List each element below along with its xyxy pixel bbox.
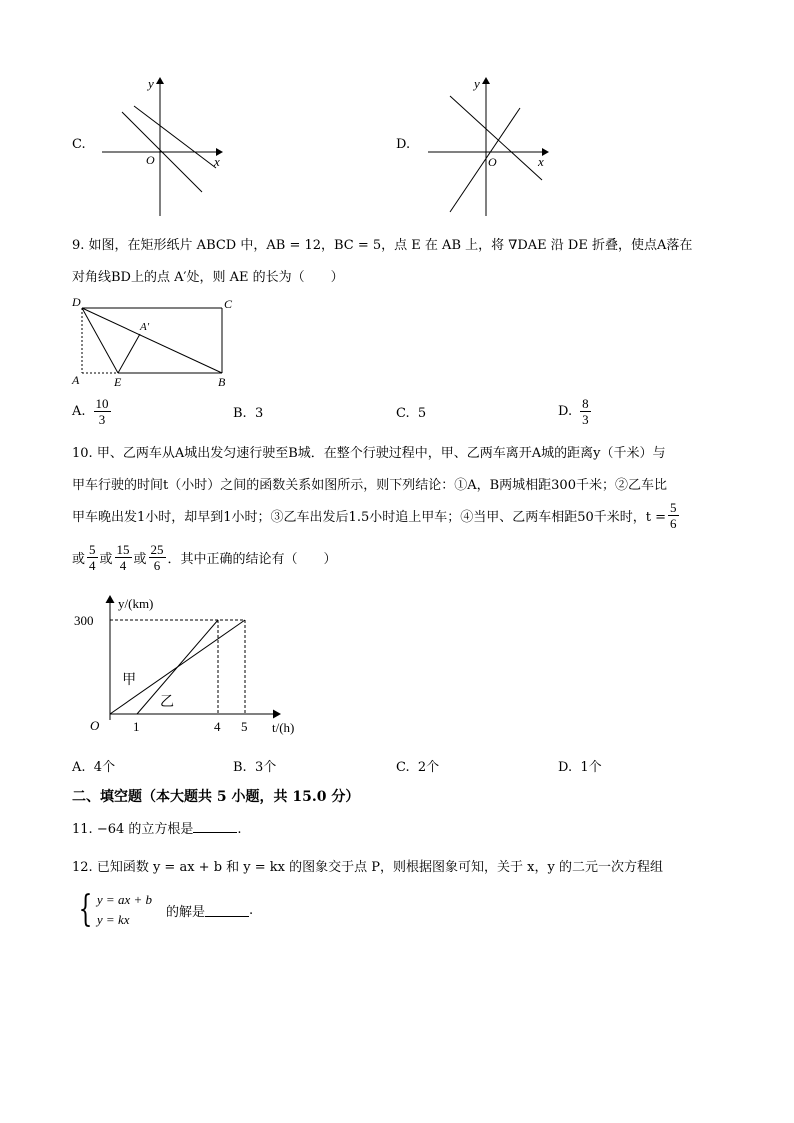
label-e: E	[114, 375, 122, 389]
q9-text-line1: 如图，在矩形纸片 ABCD 中，AB = 12，BC = 5，点 E 在 AB 上，将 ∇DAE 沿 DE 折叠，使点A落在	[88, 238, 693, 253]
label-a-prime: A′	[140, 321, 150, 333]
option-label: A.	[72, 404, 86, 419]
x-axis-label: t/(h)	[272, 720, 295, 735]
q11-text: −64 的立方根是	[96, 822, 194, 837]
q10-option-a	[72, 756, 115, 775]
q8-graph-c	[98, 74, 228, 218]
q9-rectangle-figure	[66, 292, 238, 392]
q12-number: 12.	[72, 860, 93, 875]
fraction	[94, 396, 111, 427]
q8-graph-d	[424, 74, 554, 218]
q10-line1	[72, 442, 666, 461]
q9-option-c	[396, 406, 426, 421]
or-text: 或	[72, 552, 86, 567]
q10-line3	[72, 500, 681, 531]
y-axis-label: y	[474, 76, 480, 91]
option-d-label: D.	[396, 137, 411, 152]
option-text: 2个	[417, 760, 440, 775]
fraction	[580, 396, 591, 427]
q10-option-b	[233, 756, 276, 775]
fraction	[668, 500, 679, 531]
q10-distance-time-chart	[70, 590, 310, 740]
or-text: 或	[133, 552, 147, 567]
denominator: 6	[670, 516, 677, 531]
q9-line1	[72, 234, 692, 253]
option-label: B.	[233, 760, 247, 775]
origin-label: O	[146, 153, 155, 167]
numerator: 15	[116, 542, 130, 557]
answer-blank[interactable]	[205, 904, 249, 917]
numerator: 10	[95, 396, 109, 411]
option-text: 1个	[580, 760, 602, 775]
option-label: C.	[396, 406, 410, 421]
option-label: C.	[396, 760, 410, 775]
denominator: 6	[153, 558, 161, 573]
q10-question-end: ．其中正确的结论有（ ）	[167, 552, 337, 567]
q10-option-d	[558, 756, 602, 775]
q12-equation-system	[74, 890, 253, 930]
q10-text-line2: 甲车行驶的时间t（小时）之间的函数关系如图所示，则下列结论：①A，B两城相距300千米；②乙车比	[72, 478, 667, 493]
x-axis-label: x	[538, 154, 544, 169]
y-axis-label: y	[148, 76, 154, 91]
x-axis-label: x	[214, 154, 220, 169]
option-label: D.	[558, 760, 573, 775]
label-a: A	[72, 373, 80, 387]
numerator: 8	[582, 396, 589, 411]
q9-number: 9.	[72, 238, 85, 253]
numerator: 5	[89, 542, 96, 557]
label-b: B	[218, 375, 226, 389]
option-c-label: C.	[72, 137, 86, 152]
option-text: 3	[254, 406, 264, 421]
equation-2: y = kx	[96, 912, 130, 927]
section-title: 二、填空题（本大题共 5 小题，共 15.0 分）	[72, 789, 360, 805]
q12-text: 已知函数 y = ax + b 和 y = kx 的图象交于点 P，则根据图象可知，关于 x，y 的二元一次方程组	[96, 860, 663, 875]
q12-end: .	[249, 902, 254, 918]
q10-number: 10.	[72, 446, 93, 461]
label-d: D	[72, 295, 81, 309]
q10-text-line3: 甲车晚出发1小时，却早到1小时；③乙车出发后1.5小时追上甲车；④当甲、乙两车相距50千米时，t =	[72, 510, 667, 525]
denominator: 4	[119, 558, 127, 573]
fraction	[87, 542, 98, 573]
denominator: 3	[98, 412, 106, 427]
y-tick-label: 300	[74, 613, 94, 628]
answer-blank[interactable]	[193, 820, 237, 833]
fraction	[115, 542, 132, 573]
segment-ea-prime	[118, 334, 140, 373]
fraction	[149, 542, 166, 573]
line-2	[450, 108, 520, 212]
equation-1: y = ax + b	[96, 892, 152, 907]
origin-label: O	[488, 155, 497, 169]
q10-option-c	[396, 756, 439, 775]
denominator: 4	[89, 558, 96, 573]
option-text: 4个	[93, 760, 116, 775]
option-text: 5	[417, 406, 427, 421]
q11-number: 11.	[72, 822, 93, 837]
q12-line1	[72, 856, 663, 875]
numerator: 5	[670, 500, 677, 515]
option-label: D.	[558, 404, 573, 419]
q9-text-line2: 对角线BD上的点 A′处，则 AE 的长为（ ）	[72, 270, 344, 285]
brace: {	[78, 889, 93, 930]
equations	[97, 890, 152, 930]
series-label-jia: 甲	[122, 673, 137, 689]
q11-end: .	[237, 822, 242, 837]
numerator: 25	[150, 542, 164, 557]
or-text: 或	[99, 552, 113, 567]
q9-option-b	[233, 406, 263, 421]
q11	[72, 818, 242, 837]
option-label: B.	[233, 406, 247, 421]
q10-line4	[72, 542, 337, 573]
y-axis-label: y/(km)	[118, 596, 154, 611]
x-tick-label: 4	[214, 719, 221, 734]
x-tick-label: 1	[133, 719, 140, 734]
x-tick-label: 5	[241, 719, 248, 734]
option-text: 3个	[254, 760, 277, 775]
denominator: 3	[582, 412, 589, 427]
q12-after-text: 的解是	[166, 904, 206, 920]
label-c: C	[224, 297, 233, 311]
q10-text-line1: 甲、乙两车从A城出发匀速行驶至B城．在整个行驶过程中，甲、乙两车离开A城的距离y（千米）与	[96, 446, 666, 461]
fold-line-de	[82, 308, 118, 373]
diagonal-db	[82, 308, 222, 373]
option-label: A.	[72, 760, 86, 775]
series-label-yi: 乙	[159, 695, 174, 711]
origin-label: O	[90, 718, 100, 733]
series-line-2	[137, 620, 218, 714]
q9-option-a	[72, 396, 113, 427]
q9-option-d	[558, 396, 593, 427]
